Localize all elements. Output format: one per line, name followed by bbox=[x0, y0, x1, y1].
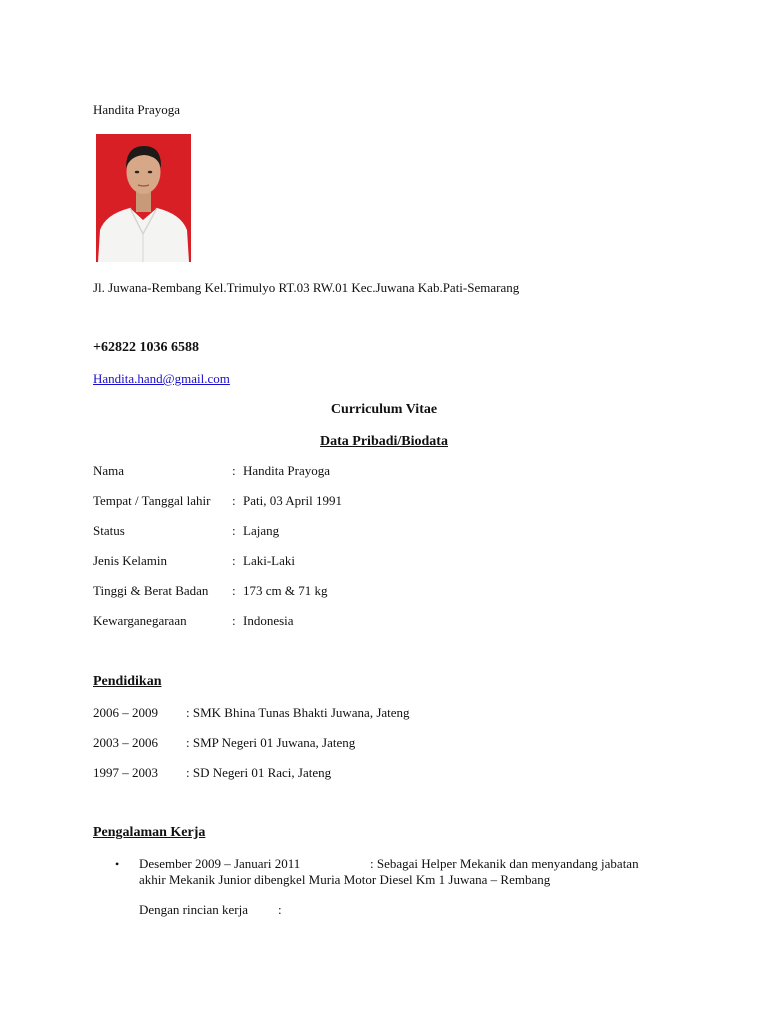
biodata-heading: Data Pribadi/Biodata bbox=[320, 434, 448, 449]
education-heading: Pendidikan bbox=[93, 674, 162, 689]
experience-detail-separator: : bbox=[278, 902, 282, 917]
biodata-label: Tinggi & Berat Badan bbox=[93, 583, 209, 598]
document-title: Curriculum Vitae bbox=[330, 402, 438, 417]
education-school: : SD Negeri 01 Raci, Jateng bbox=[186, 765, 332, 780]
biodata-label: Kewarganegaraan bbox=[93, 613, 187, 628]
biodata-row: Tinggi & Berat Badan : 173 cm & 71 kg bbox=[93, 583, 328, 598]
biodata-label: Nama bbox=[93, 463, 125, 478]
biodata-value: Handita Prayoga bbox=[243, 463, 331, 478]
biodata-value: Laki-Laki bbox=[243, 553, 295, 568]
biodata-value: Indonesia bbox=[243, 613, 294, 628]
education-years: 2003 – 2006 bbox=[93, 735, 158, 750]
education-years: 2006 – 2009 bbox=[93, 705, 158, 720]
candidate-name: Handita Prayoga bbox=[93, 102, 181, 117]
biodata-value: 173 cm & 71 kg bbox=[243, 583, 328, 598]
biodata-label: Tempat / Tanggal lahir bbox=[93, 493, 211, 508]
biodata-value: Lajang bbox=[243, 523, 280, 538]
education-row bbox=[93, 765, 331, 781]
experience-period: Desember 2009 – Januari 2011 bbox=[139, 856, 301, 871]
email-link[interactable]: Handita.hand@gmail.com bbox=[93, 371, 230, 386]
biodata-row: Kewarganegaraan : Indonesia bbox=[93, 613, 294, 628]
education-school: : SMP Negeri 01 Juwana, Jateng bbox=[186, 735, 356, 750]
education-row bbox=[93, 705, 410, 721]
phone-number: +62822 1036 6588 bbox=[93, 340, 199, 355]
biodata-value: Pati, 03 April 1991 bbox=[243, 493, 342, 508]
address: Jl. Juwana-Rembang Kel.Trimulyo RT.03 RW.01 Kec.Juwana Kab.Pati-Semarang bbox=[93, 280, 520, 295]
biodata-row: Jenis Kelamin : Laki-Laki bbox=[93, 553, 295, 568]
experience-heading: Pengalaman Kerja bbox=[93, 825, 206, 840]
biodata-row: Status : Lajang bbox=[93, 523, 280, 538]
experience-detail-label: Dengan rincian kerja bbox=[139, 902, 249, 917]
experience-role: : Sebagai Helper Mekanik dan menyandang jabatan bbox=[370, 856, 639, 871]
education-years: 1997 – 2003 bbox=[93, 765, 158, 780]
education-school: : SMK Bhina Tunas Bhakti Juwana, Jateng bbox=[186, 705, 410, 720]
biodata-label: Status bbox=[93, 523, 125, 538]
education-row bbox=[93, 735, 355, 751]
bullet-icon: • bbox=[115, 857, 120, 871]
biodata-row: Nama : Handita Prayoga bbox=[93, 463, 331, 478]
experience-role-continued: akhir Mekanik Junior dibengkel Muria Motor Diesel Km 1 Juwana – Rembang bbox=[139, 872, 551, 887]
biodata-row: Tempat / Tanggal lahir : Pati, 03 April 1991 bbox=[93, 493, 342, 508]
profile-photo bbox=[96, 134, 191, 262]
biodata-label: Jenis Kelamin bbox=[93, 553, 168, 568]
